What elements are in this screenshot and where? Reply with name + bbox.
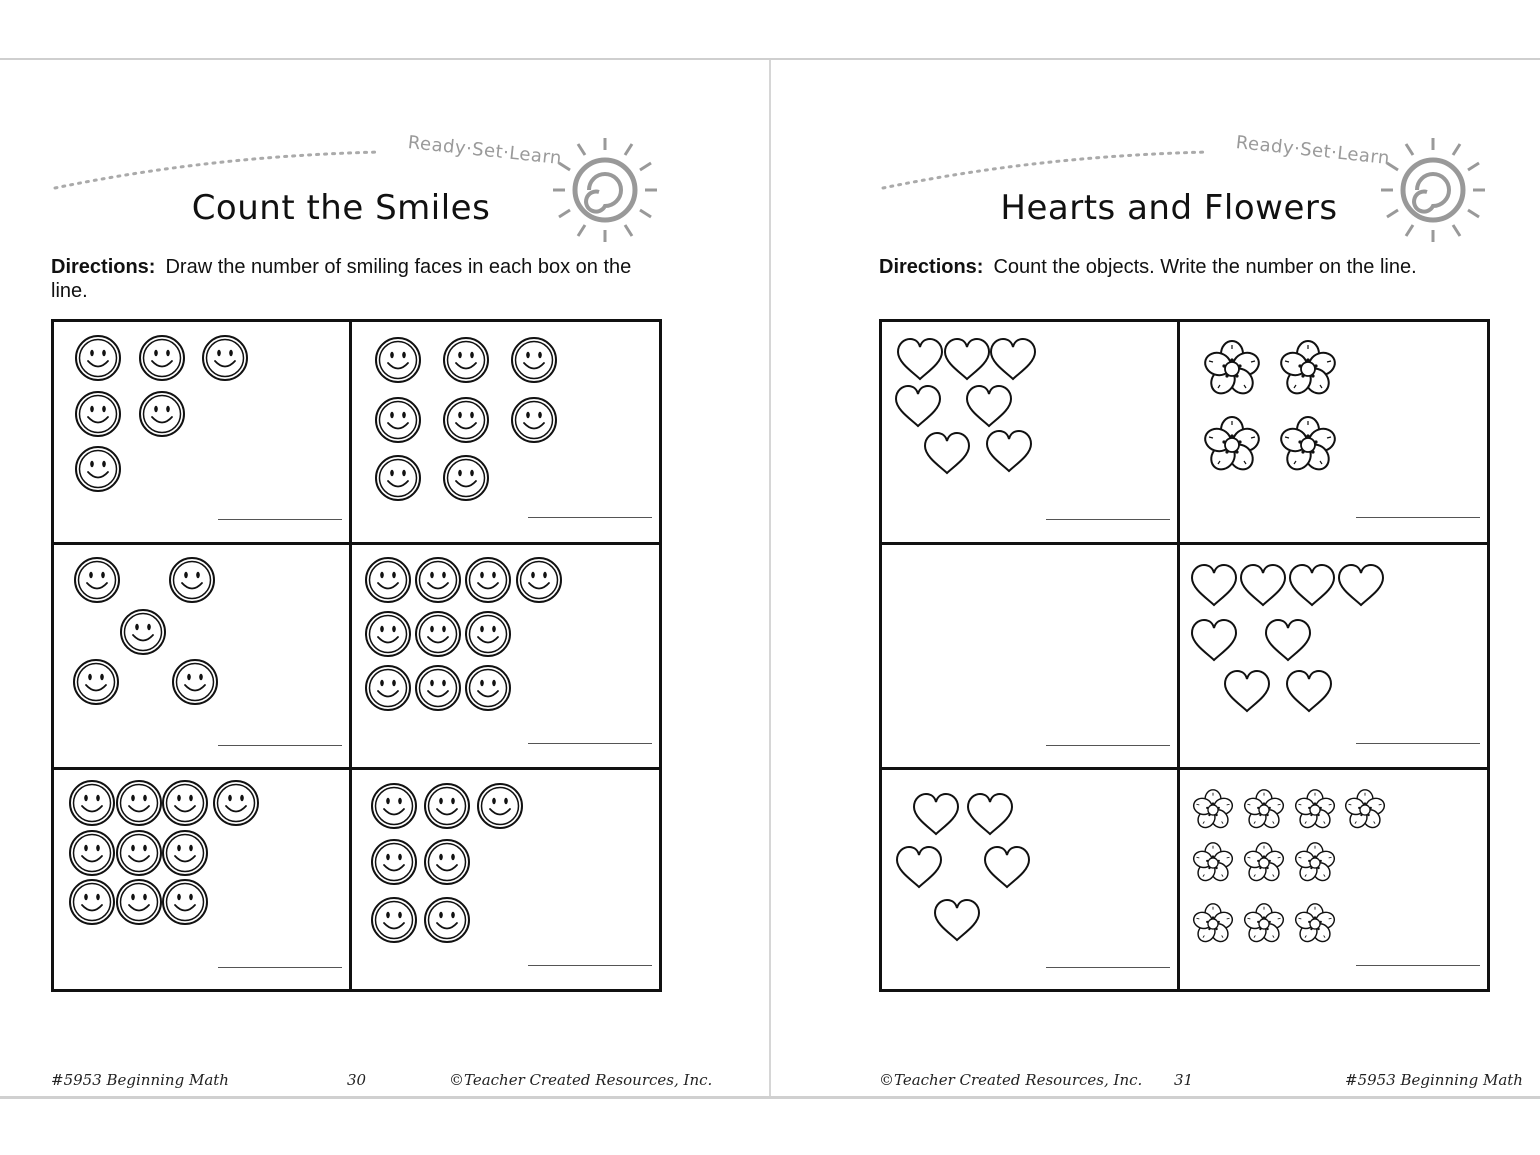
directions-text: Draw the number of smiling faces in each box on the line. [51, 256, 632, 302]
flower-icon [1344, 790, 1387, 831]
footer-book-code: #5953 Beginning Math [51, 1071, 229, 1089]
flower-icon [1243, 904, 1286, 945]
smiley-face-icon [173, 660, 217, 704]
heart-icon [945, 339, 989, 379]
smiley-face-icon [203, 336, 247, 380]
smiley-face-icon [140, 336, 184, 380]
footer-book-code: #5953 Beginning Math [1345, 1071, 1523, 1089]
heart-icon [987, 431, 1031, 471]
flower-icon [1192, 843, 1235, 884]
smiley-face-icon [214, 781, 258, 825]
smiley-face-icon [170, 558, 214, 602]
smiley-face-icon [372, 898, 416, 942]
footer-page-number: 31 [1174, 1071, 1194, 1089]
smiley-face-icon [117, 781, 161, 825]
heart-icon [991, 339, 1035, 379]
smiley-face-icon [376, 456, 420, 500]
footer-page-number: 30 [347, 1071, 367, 1089]
flower-icon [1202, 417, 1262, 474]
smiley-face-icon [425, 840, 469, 884]
smiley-face-icon [416, 666, 460, 710]
directions-text: Count the objects. Write the number on the line. [993, 256, 1417, 278]
flower-icon [1278, 341, 1338, 398]
flower-icon [1294, 843, 1337, 884]
smiley-face-icon [70, 781, 114, 825]
page-title: Count the Smiles [191, 188, 491, 228]
heart-icon [1225, 671, 1269, 711]
flower-icon [1192, 904, 1235, 945]
heart-icon [1192, 565, 1236, 605]
flower-icon [1243, 843, 1286, 884]
smiley-face-icon [163, 831, 207, 875]
smiley-face-icon [76, 447, 120, 491]
smiley-face-icon [163, 781, 207, 825]
smiley-face-icon [444, 398, 488, 442]
heart-icon [1266, 620, 1310, 660]
brand-ready-set-learn: Ready·Set·Learn [406, 132, 563, 170]
brand-ready-set-learn: Ready·Set·Learn [1234, 132, 1391, 170]
heart-icon [1339, 565, 1383, 605]
heart-icon [935, 900, 979, 940]
smiley-face-icon [366, 612, 410, 656]
right-page [771, 60, 1540, 1096]
smiley-face-icon [117, 831, 161, 875]
heart-icon [897, 847, 941, 887]
smiley-face-icon [74, 660, 118, 704]
smiley-face-icon [416, 612, 460, 656]
spread-bottom-edge [0, 1096, 1540, 1099]
smiley-face-icon [466, 666, 510, 710]
smiley-face-icon [70, 831, 114, 875]
smiley-face-icon [366, 666, 410, 710]
smiley-face-icon [512, 398, 556, 442]
flower-icon [1294, 904, 1337, 945]
smiley-face-icon [376, 338, 420, 382]
smiley-face-icon [444, 338, 488, 382]
heart-icon [1241, 565, 1285, 605]
smiley-face-icon [121, 610, 165, 654]
flower-icon [1294, 790, 1337, 831]
smiley-face-icon [366, 558, 410, 602]
smiley-face-icon [372, 840, 416, 884]
smiley-face-icon [416, 558, 460, 602]
smiley-face-icon [425, 784, 469, 828]
smiley-face-icon [444, 456, 488, 500]
heart-icon [1192, 620, 1236, 660]
heart-icon [985, 847, 1029, 887]
right-icons-layer [771, 60, 1540, 1096]
heart-icon [925, 433, 969, 473]
flower-icon [1243, 790, 1286, 831]
directions-label: Directions: [879, 256, 984, 278]
heart-icon [1290, 565, 1334, 605]
left-icons-layer [0, 60, 769, 1096]
smiley-face-icon [76, 392, 120, 436]
directions-label: Directions: [51, 256, 156, 278]
footer-copyright: ©Teacher Created Resources, Inc. [449, 1071, 713, 1089]
smiley-face-icon [140, 392, 184, 436]
smiley-face-icon [163, 880, 207, 924]
smiley-face-icon [517, 558, 561, 602]
smiley-face-icon [466, 558, 510, 602]
smiley-face-icon [376, 398, 420, 442]
smiley-face-icon [70, 880, 114, 924]
heart-icon [896, 386, 940, 426]
left-page [0, 60, 769, 1096]
smiley-face-icon [372, 784, 416, 828]
smiley-face-icon [75, 558, 119, 602]
heart-icon [1287, 671, 1331, 711]
footer-copyright: ©Teacher Created Resources, Inc. [879, 1071, 1143, 1089]
heart-icon [914, 794, 958, 834]
flower-icon [1278, 417, 1338, 474]
heart-icon [898, 339, 942, 379]
smiley-face-icon [76, 336, 120, 380]
smiley-face-icon [117, 880, 161, 924]
heart-icon [968, 794, 1012, 834]
flower-icon [1192, 790, 1235, 831]
heart-icon [967, 386, 1011, 426]
smiley-face-icon [478, 784, 522, 828]
smiley-face-icon [425, 898, 469, 942]
flower-icon [1202, 341, 1262, 398]
smiley-face-icon [512, 338, 556, 382]
page-title: Hearts and Flowers [1000, 188, 1338, 228]
smiley-face-icon [466, 612, 510, 656]
